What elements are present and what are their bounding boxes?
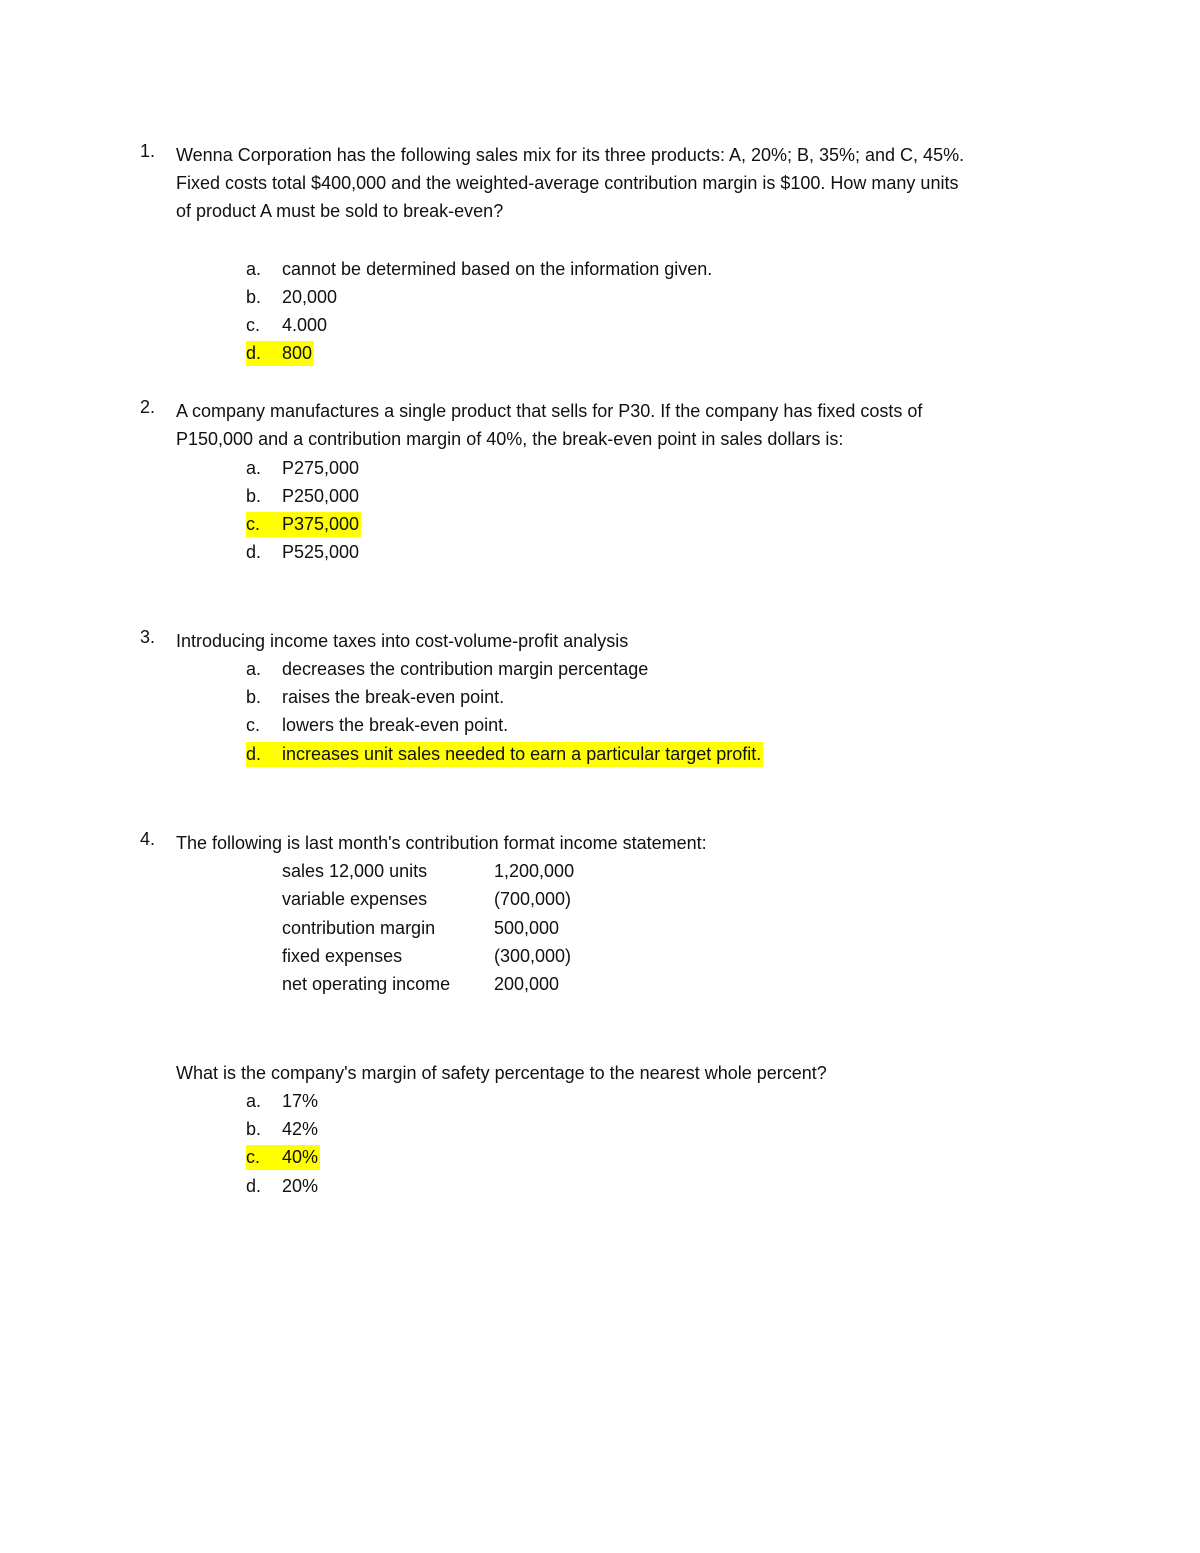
question-number: 4. bbox=[140, 829, 156, 849]
option-2b bbox=[246, 482, 359, 510]
statement-value: 500,000 bbox=[494, 918, 560, 938]
option-3c bbox=[246, 711, 508, 739]
option-4b bbox=[246, 1115, 318, 1143]
option-letter: b. bbox=[246, 687, 262, 707]
question-line: Wenna Corporation has the following sales mix for its three products: A, 20%; B, 35%; and C, 45%. bbox=[176, 145, 965, 165]
option-letter: a. bbox=[246, 458, 262, 478]
option-letter: d. bbox=[246, 343, 262, 363]
question-line: P150,000 and a contribution margin of 40%, the break-even point in sales dollars is: bbox=[176, 429, 844, 449]
option-letter: d. bbox=[246, 744, 262, 764]
option-letter: d. bbox=[246, 1176, 262, 1196]
option-letter: b. bbox=[246, 1119, 262, 1139]
option-text: 800 bbox=[282, 343, 313, 363]
option-text: P275,000 bbox=[282, 458, 360, 478]
statement-value: (300,000) bbox=[494, 946, 572, 966]
option-text: 20,000 bbox=[282, 287, 338, 307]
option-letter: a. bbox=[246, 659, 262, 679]
option-text: cannot be determined based on the information given. bbox=[282, 259, 713, 279]
option-letter: b. bbox=[246, 287, 262, 307]
option-2d bbox=[246, 538, 359, 566]
statement-label: fixed expenses bbox=[282, 946, 403, 966]
statement-value: 1,200,000 bbox=[494, 861, 575, 881]
question-number: 3. bbox=[140, 627, 156, 647]
question-text bbox=[176, 141, 1056, 225]
option-letter: c. bbox=[246, 715, 261, 735]
question-line: The following is last month's contribution format income statement: bbox=[176, 833, 707, 853]
statement-label: contribution margin bbox=[282, 918, 436, 938]
statement-row bbox=[282, 885, 571, 913]
question-text bbox=[176, 829, 1056, 857]
statement-label: sales 12,000 units bbox=[282, 861, 428, 881]
answer-highlight bbox=[246, 1145, 320, 1170]
option-text: 17% bbox=[282, 1091, 319, 1111]
statement-row bbox=[282, 942, 571, 970]
question-number: 1. bbox=[140, 141, 156, 161]
statement-label: variable expenses bbox=[282, 889, 428, 909]
option-1b bbox=[246, 283, 337, 311]
statement-label: net operating income bbox=[282, 974, 451, 994]
option-text: P375,000 bbox=[282, 514, 360, 534]
option-letter: a. bbox=[246, 259, 262, 279]
followup-text bbox=[176, 1059, 1056, 1087]
option-text: 42% bbox=[282, 1119, 319, 1139]
option-text: 20% bbox=[282, 1176, 319, 1196]
option-text: raises the break-even point. bbox=[282, 687, 505, 707]
option-letter: d. bbox=[246, 542, 262, 562]
option-2a bbox=[246, 454, 359, 482]
option-3a bbox=[246, 655, 648, 683]
option-1d bbox=[246, 339, 314, 367]
option-letter: c. bbox=[246, 1147, 261, 1167]
option-text: 4.000 bbox=[282, 315, 328, 335]
option-1c bbox=[246, 311, 327, 339]
option-4c bbox=[246, 1143, 320, 1171]
option-3d bbox=[246, 740, 763, 768]
option-4d bbox=[246, 1172, 318, 1200]
option-text: 40% bbox=[282, 1147, 319, 1167]
question-line: of product A must be sold to break-even? bbox=[176, 201, 504, 221]
question-text bbox=[176, 397, 1056, 453]
option-3b bbox=[246, 683, 504, 711]
option-text: lowers the break-even point. bbox=[282, 715, 509, 735]
option-4a bbox=[246, 1087, 318, 1115]
option-letter: a. bbox=[246, 1091, 262, 1111]
option-text: decreases the contribution margin percentage bbox=[282, 659, 649, 679]
option-letter: c. bbox=[246, 514, 261, 534]
statement-row bbox=[282, 914, 559, 942]
option-1a bbox=[246, 255, 712, 283]
answer-highlight bbox=[246, 742, 763, 767]
option-letter: c. bbox=[246, 315, 261, 335]
option-letter: b. bbox=[246, 486, 262, 506]
option-text: increases unit sales needed to earn a particular target profit. bbox=[282, 744, 762, 764]
question-line: What is the company's margin of safety percentage to the nearest whole percent? bbox=[176, 1063, 827, 1083]
statement-row bbox=[282, 857, 574, 885]
option-text: P250,000 bbox=[282, 486, 360, 506]
answer-highlight bbox=[246, 341, 314, 366]
question-line: A company manufactures a single product that sells for P30. If the company has fixed costs of bbox=[176, 401, 923, 421]
option-2c bbox=[246, 510, 361, 538]
statement-value: (700,000) bbox=[494, 889, 572, 909]
question-number: 2. bbox=[140, 397, 156, 417]
statement-row bbox=[282, 970, 559, 998]
option-text: P525,000 bbox=[282, 542, 360, 562]
question-line: Fixed costs total $400,000 and the weighted-average contribution margin is $100. How many units bbox=[176, 173, 959, 193]
answer-highlight bbox=[246, 512, 361, 537]
statement-value: 200,000 bbox=[494, 974, 560, 994]
question-text bbox=[176, 627, 1056, 655]
question-line: Introducing income taxes into cost-volume-profit analysis bbox=[176, 631, 629, 651]
